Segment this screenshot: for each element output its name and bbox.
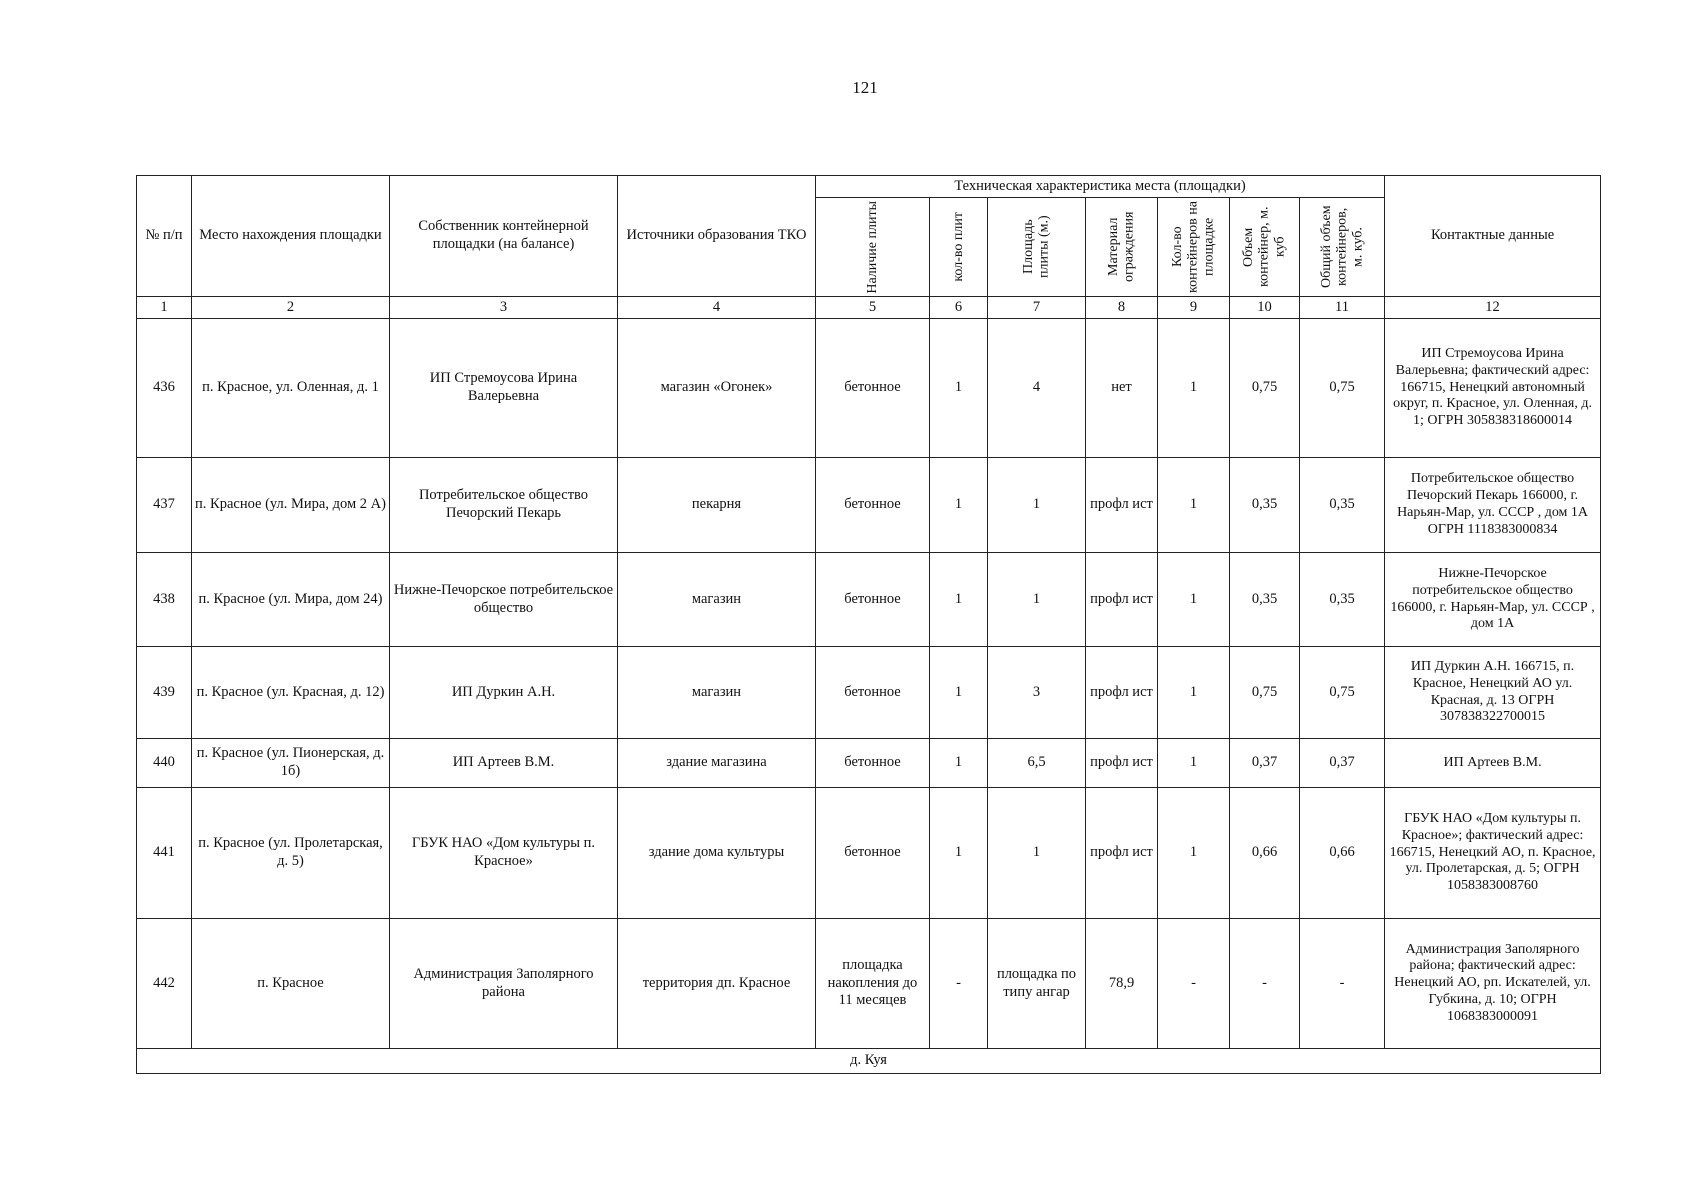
cell-total: 0,37	[1300, 739, 1385, 788]
cell-volume: 0,66	[1230, 788, 1300, 919]
header-owner: Собственник контейнерной площадки (на балансе)	[390, 176, 618, 297]
column-number: 1	[137, 297, 192, 319]
cell-location: п. Красное (ул. Мира, дом 24)	[192, 553, 390, 647]
cell-volume: 0,37	[1230, 739, 1300, 788]
header-total-volume: Общий объем контейнеров, м. куб.	[1300, 198, 1385, 297]
cell-containers: 1	[1158, 739, 1230, 788]
cell-volume: 0,35	[1230, 458, 1300, 553]
cell-volume: -	[1230, 919, 1300, 1049]
cell-containers: 1	[1158, 319, 1230, 458]
table-row	[137, 919, 1601, 1049]
table-row	[137, 319, 1601, 458]
section-title: д. Куя	[137, 1049, 1601, 1074]
cell-total: -	[1300, 919, 1385, 1049]
cell-plate-count: 1	[930, 788, 988, 919]
cell-plate: бетонное	[816, 788, 930, 919]
cell-contacts: Администрация Заполярного района; фактический адрес: Ненецкий АО, рп. Искателей, ул. Губкина, д. 10; ОГРН 1068383000091	[1385, 919, 1601, 1049]
column-number: 3	[390, 297, 618, 319]
cell-plate: бетонное	[816, 647, 930, 739]
cell-no: 437	[137, 458, 192, 553]
cell-plate-count: 1	[930, 458, 988, 553]
page-number: 121	[852, 78, 878, 97]
cell-volume: 0,75	[1230, 647, 1300, 739]
header-sources: Источники образования ТКО	[618, 176, 816, 297]
header-plate-area: Площадь плиты (м.)	[988, 198, 1086, 297]
column-number: 2	[192, 297, 390, 319]
cell-total: 0,75	[1300, 647, 1385, 739]
cell-sources: магазин	[618, 647, 816, 739]
cell-containers: 1	[1158, 788, 1230, 919]
cell-containers: -	[1158, 919, 1230, 1049]
cell-plate: площадка накопления до 11 месяцев	[816, 919, 930, 1049]
cell-total: 0,66	[1300, 788, 1385, 919]
cell-plate-count: 1	[930, 319, 988, 458]
table-row	[137, 647, 1601, 739]
cell-volume: 0,35	[1230, 553, 1300, 647]
column-number: 12	[1385, 297, 1601, 319]
cell-area: 1	[988, 553, 1086, 647]
cell-contacts: ИП Стремоусова Ирина Валерьевна; фактический адрес: 166715, Ненецкий автономный округ, п. Красное, ул. Оленная, д. 1; ОГРН 305838318600014	[1385, 319, 1601, 458]
cell-location: п. Красное (ул. Красная, д. 12)	[192, 647, 390, 739]
cell-owner: Потребительское общество Печорский Пекарь	[390, 458, 618, 553]
header-location: Место нахождения площадки	[192, 176, 390, 297]
cell-no: 436	[137, 319, 192, 458]
cell-fence: профл ист	[1086, 739, 1158, 788]
table-body	[137, 319, 1601, 1074]
cell-area: 3	[988, 647, 1086, 739]
cell-plate-count: 1	[930, 647, 988, 739]
cell-sources: магазин	[618, 553, 816, 647]
cell-owner: Нижне-Печорское потребительское общество	[390, 553, 618, 647]
cell-fence: профл ист	[1086, 553, 1158, 647]
cell-containers: 1	[1158, 458, 1230, 553]
cell-fence: нет	[1086, 319, 1158, 458]
cell-plate: бетонное	[816, 319, 930, 458]
column-number: 6	[930, 297, 988, 319]
column-number: 8	[1086, 297, 1158, 319]
cell-plate-count: 1	[930, 739, 988, 788]
cell-fence: 78,9	[1086, 919, 1158, 1049]
cell-total: 0,35	[1300, 553, 1385, 647]
cell-no: 438	[137, 553, 192, 647]
cell-contacts: ГБУК НАО «Дом культуры п. Красное»; фактический адрес: 166715, Ненецкий АО, п. Красное, ул. Пролетарская, д. 5; ОГРН 1058383008760	[1385, 788, 1601, 919]
table-row	[137, 458, 1601, 553]
header-tech-group: Техническая характеристика места (площадки)	[816, 176, 1385, 198]
header-plate-count: кол-во плит	[930, 198, 988, 297]
cell-no: 442	[137, 919, 192, 1049]
table-header	[137, 176, 1601, 319]
cell-plate: бетонное	[816, 553, 930, 647]
header-container-volume: Объем контейнер, м. куб	[1230, 198, 1300, 297]
cell-fence: профл ист	[1086, 788, 1158, 919]
cell-contacts: ИП Дуркин А.Н. 166715, п. Красное, Ненецкий АО ул. Красная, д. 13 ОГРН 307838322700015	[1385, 647, 1601, 739]
cell-volume: 0,75	[1230, 319, 1300, 458]
cell-fence: профл ист	[1086, 458, 1158, 553]
column-number: 5	[816, 297, 930, 319]
cell-sources: территория дп. Красное	[618, 919, 816, 1049]
cell-sources: магазин «Огонек»	[618, 319, 816, 458]
header-contacts: Контактные данные	[1385, 176, 1601, 297]
cell-area: 1	[988, 788, 1086, 919]
cell-location: п. Красное (ул. Пролетарская, д. 5)	[192, 788, 390, 919]
cell-owner: ИП Дуркин А.Н.	[390, 647, 618, 739]
cell-sources: здание магазина	[618, 739, 816, 788]
cell-location: п. Красное, ул. Оленная, д. 1	[192, 319, 390, 458]
cell-area: 4	[988, 319, 1086, 458]
cell-area: 6,5	[988, 739, 1086, 788]
cell-location: п. Красное	[192, 919, 390, 1049]
column-number: 4	[618, 297, 816, 319]
cell-no: 440	[137, 739, 192, 788]
cell-owner: ИП Стремоусова Ирина Валерьевна	[390, 319, 618, 458]
cell-no: 439	[137, 647, 192, 739]
header-no: № п/п	[137, 176, 192, 297]
cell-location: п. Красное (ул. Пионерская, д. 1б)	[192, 739, 390, 788]
cell-total: 0,75	[1300, 319, 1385, 458]
cell-sources: здание дома культуры	[618, 788, 816, 919]
cell-total: 0,35	[1300, 458, 1385, 553]
column-numbers-row	[137, 297, 1601, 319]
table-row	[137, 739, 1601, 788]
table-row	[137, 553, 1601, 647]
cell-contacts: Нижне-Печорское потребительское общество 166000, г. Нарьян-Мар, ул. СССР , дом 1А	[1385, 553, 1601, 647]
cell-plate-count: 1	[930, 553, 988, 647]
cell-owner: ИП Артеев В.М.	[390, 739, 618, 788]
cell-area: площадка по типу ангар	[988, 919, 1086, 1049]
cell-plate-count: -	[930, 919, 988, 1049]
column-number: 7	[988, 297, 1086, 319]
header-fence-material: Материал ограждения	[1086, 198, 1158, 297]
cell-plate: бетонное	[816, 458, 930, 553]
cell-owner: Администрация Заполярного района	[390, 919, 618, 1049]
cell-no: 441	[137, 788, 192, 919]
waste-sites-table	[136, 175, 1601, 1074]
cell-containers: 1	[1158, 647, 1230, 739]
cell-sources: пекарня	[618, 458, 816, 553]
cell-area: 1	[988, 458, 1086, 553]
section-row	[137, 1049, 1601, 1074]
cell-owner: ГБУК НАО «Дом культуры п. Красное»	[390, 788, 618, 919]
table-row	[137, 788, 1601, 919]
cell-location: п. Красное (ул. Мира, дом 2 А)	[192, 458, 390, 553]
cell-containers: 1	[1158, 553, 1230, 647]
column-number: 11	[1300, 297, 1385, 319]
column-number: 10	[1230, 297, 1300, 319]
cell-contacts: Потребительское общество Печорский Пекарь 166000, г. Нарьян-Мар, ул. СССР , дом 1А ОГРН 1118383000834	[1385, 458, 1601, 553]
column-number: 9	[1158, 297, 1230, 319]
cell-contacts: ИП Артеев В.М.	[1385, 739, 1601, 788]
header-container-count: Кол-во контейнеров на площадке	[1158, 198, 1230, 297]
header-plate-presence: Наличие плиты	[816, 198, 930, 297]
cell-plate: бетонное	[816, 739, 930, 788]
cell-fence: профл ист	[1086, 647, 1158, 739]
